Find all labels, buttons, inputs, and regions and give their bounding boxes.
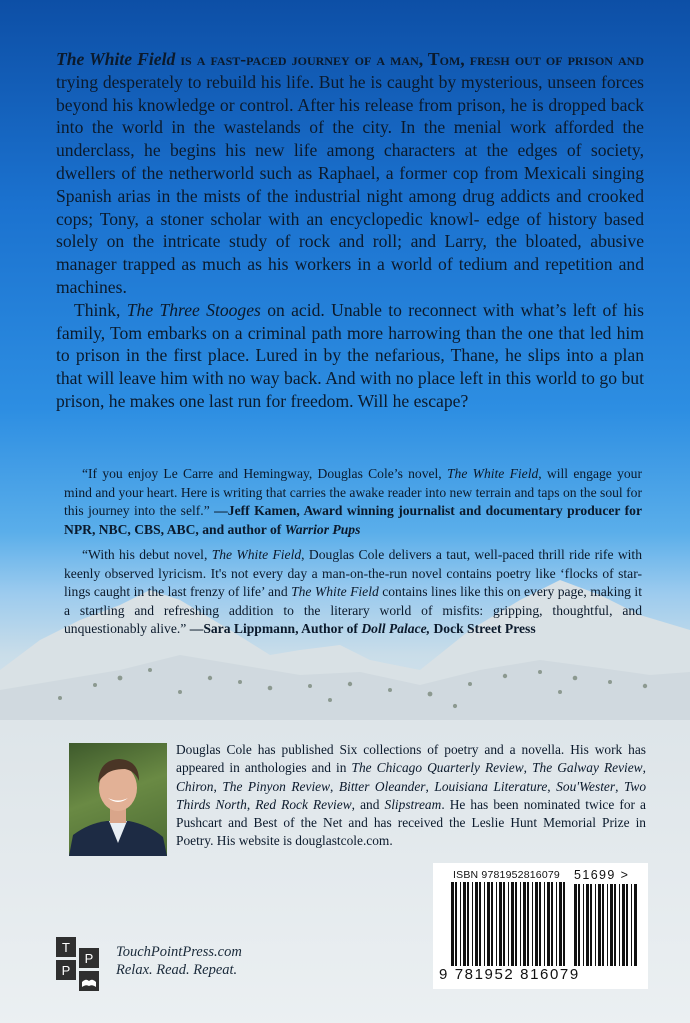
quote-text: , Douglas Cole delivers a taut, well-paced thrill ride rife with keenly observed lyricism. It's not every day a man-on-the-run novel contains poetry like ‘flocks of star- lings caught in the last frenzy of life’ and bbox=[64, 547, 643, 600]
ean-number: 9 781952 816079 bbox=[439, 966, 580, 983]
synopsis-text: trying desperately to rebuild his life. But he is caught by mysterious, unseen forces beyond his knowledge or control. After his release from prison, he is dropped back into the world in the wastelands of the city. In the menial work afforded the underclass, he begins his new life among characters at the edges of society, dwellers of the netherworld such as Raphael, a former cop from Mexicali singing Spanish arias in the mists of the industrial night among drug addicts and crooked cops; Tony, a stoner scholar with an encyclopedic knowl- edge of history based solely on the intricate study of rock and roll; and Larry, the bloated, abusive manager trapped as much as his workers in a world of tedium and repetition and machines. bbox=[56, 71, 644, 297]
barcode-bar bbox=[460, 882, 461, 966]
quote-text: contains lines like this on every page, making it a startling and refreshing addition to the literary world of misfits: gripping, thoughtful, and unquestionably alive.” bbox=[64, 584, 642, 637]
barcode-bar bbox=[496, 882, 497, 966]
barcode-bar bbox=[551, 882, 553, 966]
barcode-bar bbox=[583, 884, 584, 966]
synopsis-italic: The Three Stooges bbox=[126, 299, 261, 320]
synopsis-text: on acid. Unable to reconnect with what’s left of his family, Tom embarks on a criminal path more harrowing than the one that led him to prison in the first place. Lured in by the nefarious, Thane, he slips into a plan that will leave him with no way back. And with no place left in this world to go but prison, he makes one last run for freedom. Will he escape? bbox=[56, 299, 644, 411]
bio-publication: Red Rock Review bbox=[255, 796, 352, 812]
bio-publication: Slipstream bbox=[384, 796, 442, 812]
barcode-bar bbox=[578, 884, 580, 966]
quote-attribution-italic: Doll Palace, bbox=[361, 621, 431, 637]
barcode-bar bbox=[455, 882, 457, 966]
barcode-bar bbox=[590, 884, 592, 966]
barcode-bar bbox=[631, 884, 632, 966]
quote-text: , will engage your mind and your heart. Here is writing that carries the awake reader into new terrain and taps on the soul for this journey into the self.” bbox=[64, 466, 642, 519]
barcode-bar bbox=[626, 884, 628, 966]
barcode-bar bbox=[479, 882, 481, 966]
bio-text: Douglas Cole has published Six collections of poetry and a novella. His work has appeared in anthologies and in bbox=[176, 742, 646, 776]
review-quote-kamen bbox=[64, 465, 642, 539]
barcode-bar bbox=[503, 882, 505, 966]
quote-attribution: Dock Street Press bbox=[433, 621, 536, 637]
isbn-barcode bbox=[433, 863, 648, 989]
isbn-label: ISBN 9781952816079 bbox=[453, 869, 560, 881]
synopsis-paragraph-1 bbox=[56, 48, 644, 299]
barcode-bar bbox=[595, 884, 596, 966]
book-title: The White Field bbox=[56, 49, 176, 69]
author-bio: Douglas Cole has published Six collections of poetry and a novella. His work has appeared in anthologies and in The Chicago Quarterly Review, The Galway Review, Chiron, The Pinyon Review, Bitter Oleander, Louisiana Literature, Sou'Wester, Two Thirds North, Red Rock Review, and Slipstream. He has been nominated twice for a Pushcart and Best of the Net and has received the Leslie Hunt Memorial Prize in Poetry. His website is douglastcole.com. bbox=[176, 742, 647, 849]
synopsis-paragraph-2 bbox=[56, 299, 644, 413]
quote-italic: The White Field bbox=[291, 584, 379, 600]
publisher-website: TouchPointPress.com bbox=[116, 944, 242, 960]
author-photo bbox=[69, 743, 167, 856]
logo-letter: P bbox=[61, 963, 71, 978]
bio-publication: Louisiana Literature bbox=[434, 778, 548, 794]
barcode-bar bbox=[586, 884, 589, 966]
barcode-bar bbox=[499, 882, 502, 966]
publisher-tagline: Relax. Read. Repeat. bbox=[116, 962, 238, 978]
barcode-bar bbox=[532, 882, 533, 966]
bio-publication: Chiron bbox=[176, 778, 214, 794]
barcode-bar bbox=[475, 882, 478, 966]
barcode-bar bbox=[544, 882, 545, 966]
price-supplement-number: 51699 > bbox=[574, 868, 630, 882]
barcode-bar bbox=[563, 882, 565, 966]
bio-publication: The Galway Review bbox=[532, 760, 643, 776]
barcode-bar bbox=[467, 882, 469, 966]
barcode-bar bbox=[527, 882, 529, 966]
barcode-bar bbox=[511, 882, 514, 966]
barcode-bar bbox=[539, 882, 541, 966]
bio-publication: Two Thirds North bbox=[176, 778, 647, 812]
barcode-bar bbox=[610, 884, 613, 966]
bio-text: and bbox=[360, 796, 380, 812]
logo-letter: T bbox=[62, 940, 70, 955]
barcode-bar bbox=[602, 884, 604, 966]
quote-attribution: —Sara Lippmann, Author of bbox=[189, 621, 358, 637]
barcode-bar bbox=[523, 882, 526, 966]
barcode-bar bbox=[619, 884, 620, 966]
synopsis-text: Think, bbox=[74, 299, 121, 320]
barcode-bar bbox=[634, 884, 637, 966]
barcode-bar bbox=[484, 882, 485, 966]
quote-text: “If you enjoy Le Carre and Hemingway, Douglas Cole’s novel, bbox=[82, 466, 442, 481]
barcode-bar bbox=[472, 882, 473, 966]
barcode-bar bbox=[556, 882, 557, 966]
barcode-bar bbox=[607, 884, 608, 966]
quote-text: “With his debut novel, bbox=[82, 547, 208, 562]
logo-letter: P bbox=[84, 951, 94, 966]
bio-publication: The Pinyon Review bbox=[222, 778, 331, 794]
barcode-bar bbox=[547, 882, 550, 966]
synopsis-lead: is a fast-paced journey of a man, Tom, fresh out of prison and bbox=[180, 49, 644, 69]
barcode-bar bbox=[622, 884, 625, 966]
quote-attribution: —Jeff Kamen, Award winning journalist and documentary producer for NPR, NBC, CBS, ABC, and author of bbox=[64, 503, 642, 537]
synopsis bbox=[56, 48, 644, 413]
quote-italic: The White Field bbox=[446, 466, 539, 481]
barcode-bar bbox=[463, 882, 466, 966]
quote-attribution-italic: Warrior Pups bbox=[284, 521, 361, 537]
barcode-bar bbox=[508, 882, 509, 966]
barcode-bar bbox=[520, 882, 521, 966]
quote-italic: The White Field bbox=[211, 547, 302, 562]
barcode-bar bbox=[487, 882, 490, 966]
barcode-bar bbox=[614, 884, 616, 966]
barcode-bar bbox=[491, 882, 493, 966]
publisher-logo bbox=[56, 937, 100, 991]
review-quote-lippmann bbox=[64, 546, 642, 639]
barcode-bar bbox=[515, 882, 517, 966]
bio-publication: The Chicago Quarterly Review bbox=[351, 760, 524, 776]
bio-text: . He has been nominated twice for a Pushcart and Best of the Net and has received the Leslie Hunt Memorial Prize in Poetry. His website is douglastcole.com. bbox=[176, 796, 647, 849]
bio-publication: Bitter Oleander bbox=[338, 778, 426, 794]
barcode-bar bbox=[535, 882, 538, 966]
barcode-bar bbox=[559, 882, 562, 966]
barcode-bar bbox=[598, 884, 601, 966]
barcode-bar bbox=[451, 882, 454, 966]
bio-publication: Sou'Wester bbox=[556, 778, 616, 794]
barcode-bar bbox=[574, 884, 577, 966]
